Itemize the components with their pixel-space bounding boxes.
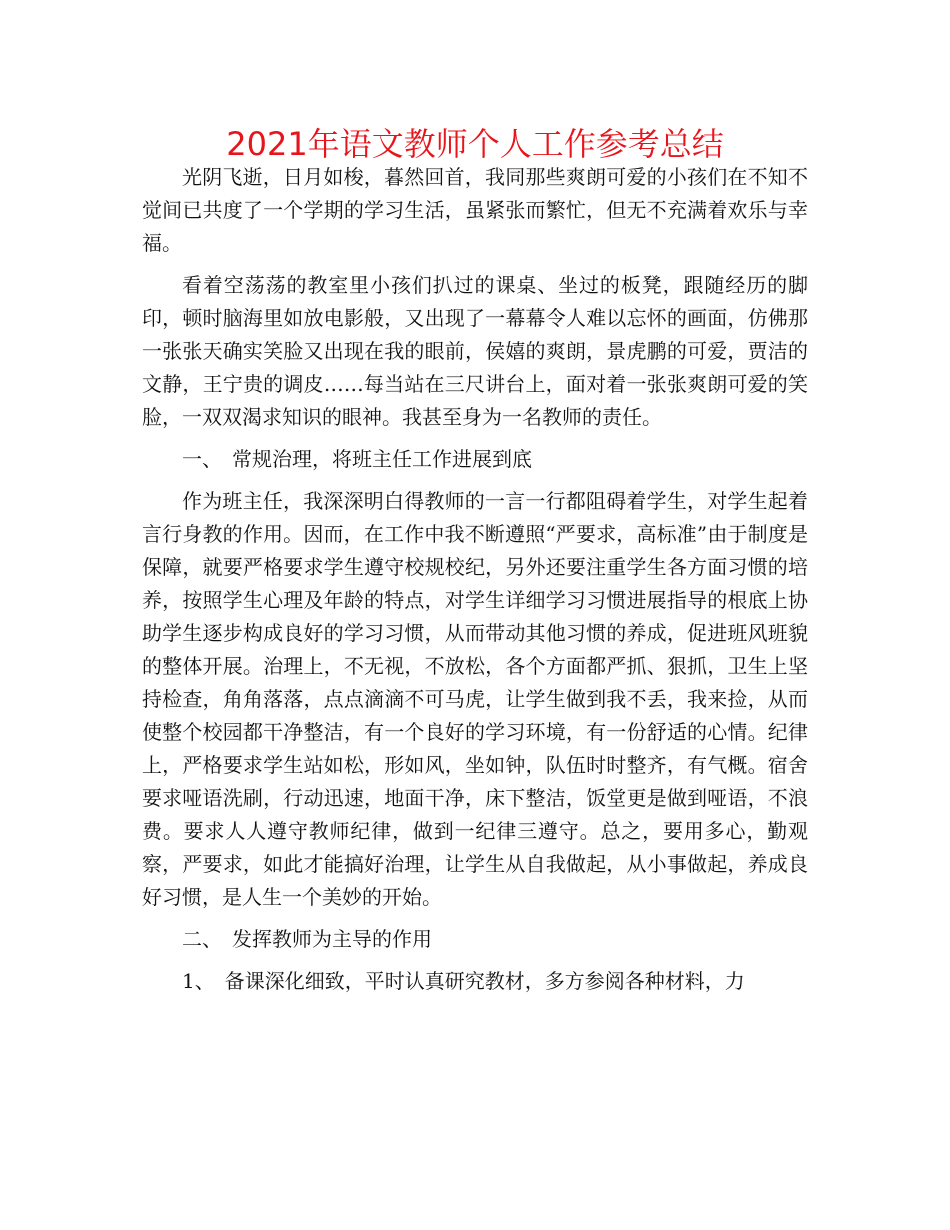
paragraph-intro: 光阴飞逝，日月如梭，暮然回首，我同那些爽朗可爱的小孩们在不知不觉间已共度了一个学期的学习生活，虽紧张而繁忙，但无不充满着欢乐与幸福。 <box>142 165 808 255</box>
paragraph-class-management: 作为班主任，我深深明白得教师的一言一行都阻碍着学生，对学生起着言行身教的作用。因而，在工作中我不断遵照“严要求，高标准”由于制度是保障，就要严格要求学生遵守校规校纪，另外还要注重学生各方面习惯的培养，按照学生心理及年龄的特点，对学生详细学习习惯进展指导的根底上协助学生逐步构成良好的学习习惯，从而带动其他习惯的养成，促进班风班貌的整体开展。治理上，不无视，不放松，各个方面都严抓、狠抓，卫生上坚持检查，角角落落，点点滴滴不可马虎，让学生做到我不丢，我来捡，从而使整个校园都干净整洁，有一个良好的学习环境，有一份舒适的心情。纪律上，严格要求学生站如松，形如风，坐如钟，队伍时时整齐，有气概。宿舍要求哑语洗刷，行动迅速，地面干净，床下整洁，饭堂更是做到哑语，不浪费。要求人人遵守教师纪律，做到一纪律三遵守。总之，要用多心，勤观察，严要求，如此才能搞好治理，让学生从自我做起，从小事做起，养成良好习惯，是人生一个美妙的开始。 <box>142 489 808 909</box>
paragraph-memories: 看着空荡荡的教室里小孩们扒过的课桌、坐过的板凳，跟随经历的脚印，顿时脑海里如放电影般，又出现了一幕幕令人难以忘怀的画面，仿佛那一张张天确实笑脸又出现在我的眼前，侯嬉的爽朗，景虎鹏的可爱，贾洁的文静，王宁贵的调皮……每当站在三尺讲台上，面对着一张张爽朗可爱的笑脸，一双双渴求知识的眼神。我甚至身为一名教师的责任。 <box>142 273 808 429</box>
section-heading-1: 一、 常规治理，将班主任工作进展到底 <box>182 447 532 471</box>
document-title: 2021年语文教师个人工作参考总结 <box>226 125 724 163</box>
document-body <box>142 161 808 1007</box>
paragraph-lesson-prep: 1、 备课深化细致，平时认真研究教材，多方参阅各种材料，力 <box>182 969 745 993</box>
section-heading-2: 二、 发挥教师为主导的作用 <box>182 927 432 951</box>
